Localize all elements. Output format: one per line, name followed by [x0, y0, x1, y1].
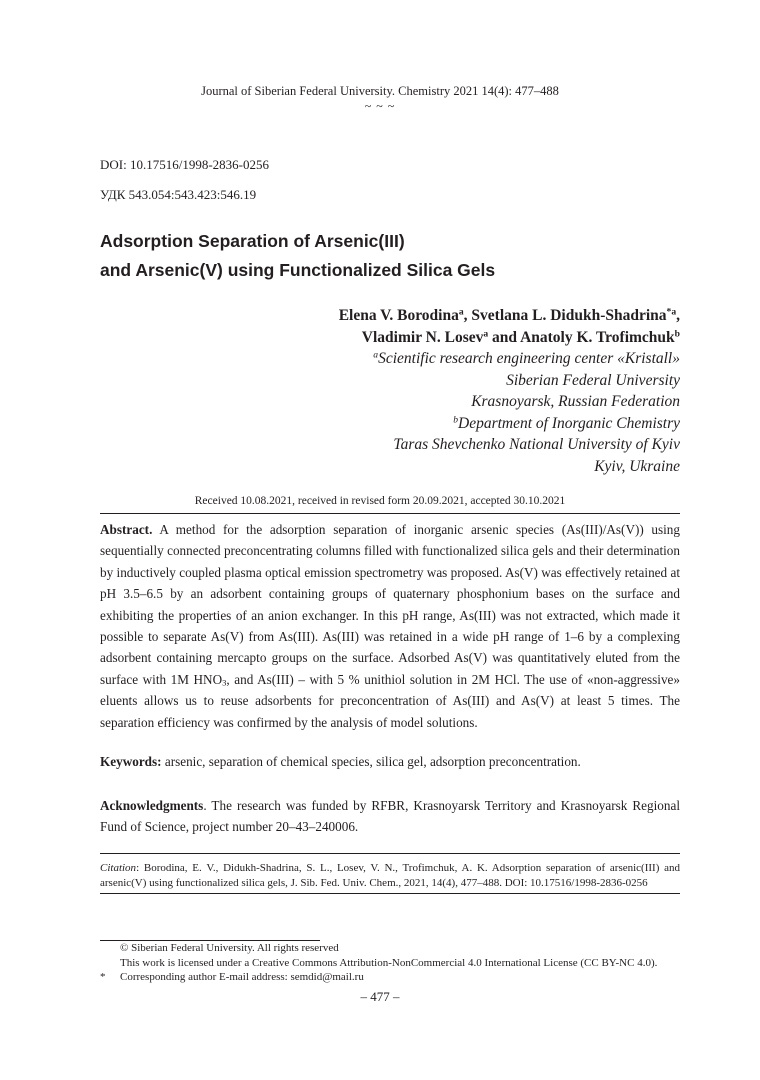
- affiliation-line: [373, 434, 680, 456]
- author-name: Vladimir N. Losev: [361, 329, 484, 346]
- author-separator: ,: [676, 307, 680, 324]
- citation-label: Citation: [100, 862, 137, 874]
- affiliation-text: Department of Inorganic Chemistry: [458, 414, 680, 432]
- footnote: [100, 941, 700, 956]
- affiliation-text: Kyiv, Ukraine: [594, 457, 680, 475]
- footnote-mark: [100, 956, 120, 971]
- citation: [100, 861, 680, 891]
- abstract: [100, 519, 680, 733]
- article-title-line-1: Adsorption Separation of Arsenic(III): [100, 231, 405, 251]
- affiliation-text: Taras Shevchenko National University of Kyiv: [393, 436, 680, 453]
- footnote-text[interactable]: Corresponding author E-mail address: semdid@mail.ru: [120, 971, 364, 983]
- abstract-top-rule: [100, 513, 680, 514]
- author-name: Elena V. Borodina: [338, 307, 459, 324]
- author-list: [339, 305, 680, 349]
- article-title: [100, 227, 495, 285]
- received-dates: Received 10.08.2021, received in revised form 20.09.2021, accepted 30.10.2021: [194, 495, 566, 507]
- footnotes: [100, 941, 700, 985]
- affiliation-list: [373, 348, 680, 477]
- author-line-1: [339, 305, 680, 327]
- citation-bottom-rule: [100, 893, 680, 894]
- footnote-text: © Siberian Federal University. All rights reserved: [120, 942, 339, 954]
- footnote-mark: [100, 941, 120, 956]
- author-affiliation-mark: a: [458, 306, 464, 318]
- author-separator: ,: [463, 307, 472, 324]
- citation-text: : Borodina, E. V., Didukh-Shadrina, S. L., Losev, V. N., Trofimchuk, A. K. Adsorption separation of arsenic(III) and arsenic(V) using functionalized silica gels, J. Sib. Fed. Univ. Chem., 2021, 14(4), 477–488. DOI: 10.17516/1998-2836-0256: [100, 862, 680, 889]
- page-number: – 477 –: [360, 989, 400, 1004]
- author-affiliation-mark: *a: [666, 306, 677, 318]
- udk-code: УДК 543.054:543.423:546.19: [100, 187, 257, 202]
- acknowledgments-text: . The research was funded by RFBR, Krasnoyarsk Territory and Krasnoyarsk Regional Fund of Science, project number 20–43–240006.: [100, 798, 680, 835]
- keywords-text: arsenic, separation of chemical species, silica gel, adsorption preconcentration.: [161, 754, 581, 769]
- keywords: [100, 751, 680, 772]
- affiliation-line: [373, 391, 680, 413]
- keywords-label: Keywords:: [100, 754, 162, 769]
- affiliation-text: Krasnoyarsk, Russian Federation: [471, 393, 680, 410]
- affiliation-line: [373, 456, 680, 478]
- acknowledgments-label: Acknowledgments: [100, 798, 204, 813]
- citation-top-rule: [100, 853, 680, 854]
- footnote: [100, 956, 700, 971]
- affiliation-line: [373, 413, 680, 435]
- author-separator: and: [488, 329, 521, 346]
- affiliation-line: [373, 370, 680, 392]
- affiliation-text: Scientific research engineering center «Kristall»: [378, 350, 680, 367]
- abstract-text-2: , and As(III) – with 5 % unithiol solution in 2M HCl. The use of «non-aggressive» eluents allows us to reuse adsorbents for preconcentration of As(III) and As(V) at least 5 times. The separation efficiency was confirmed by the analysis of model solutions.: [100, 671, 680, 730]
- author-affiliation-mark: b: [674, 328, 680, 340]
- header-ornament: ~ ~ ~: [364, 99, 396, 113]
- journal-header: Journal of Siberian Federal University. Chemistry 2021 14(4): 477–488: [201, 84, 559, 98]
- author-name: Anatoly K. Trofimchuk: [520, 329, 675, 346]
- footnote-mark: *: [100, 971, 106, 983]
- footnote: [100, 970, 700, 985]
- affiliation-text: Siberian Federal University: [506, 371, 680, 389]
- footnote-text: This work is licensed under a Creative Commons Attribution-NonCommercial 4.0 International License (CC BY-NC 4.0).: [120, 956, 658, 969]
- author-name: Svetlana L. Didukh-Shadrina: [471, 307, 667, 324]
- author-affiliation-mark: a: [483, 328, 489, 340]
- abstract-label: Abstract.: [100, 522, 153, 537]
- acknowledgments: [100, 795, 680, 838]
- affiliation-mark: b: [453, 414, 458, 426]
- abstract-text-1: A method for the adsorption separation of inorganic arsenic species (As(III)/As(V)) using sequentially connected preconcentrating columns filled with functionalized silica gels and their determination by inductively coupled plasma optical emission spectrometry was proposed. As(V) was effectively retained at pH 3.5–6.5 by an adsorbent containing groups of quaternary phosphonium bases on the surface and exhibiting the properties of an anion exchanger. In this pH range, As(III) was not extracted, which made it possible to separate As(V) from As(III). As(III) was retained in a wide pH range of 1–6 by a complexing adsorbent containing mercapto groups on the surface. Adsorbed As(V) was quantitatively eluted from the surface with 1M HNO: [100, 522, 680, 687]
- article-title-line-2: and Arsenic(V) using Functionalized Silica Gels: [100, 260, 496, 280]
- author-line-2: [339, 327, 680, 349]
- abstract-subscript: 3: [222, 677, 227, 688]
- doi[interactable]: DOI: 10.17516/1998-2836-0256: [100, 157, 269, 172]
- affiliation-line: [373, 348, 680, 370]
- affiliation-mark: a: [373, 349, 379, 361]
